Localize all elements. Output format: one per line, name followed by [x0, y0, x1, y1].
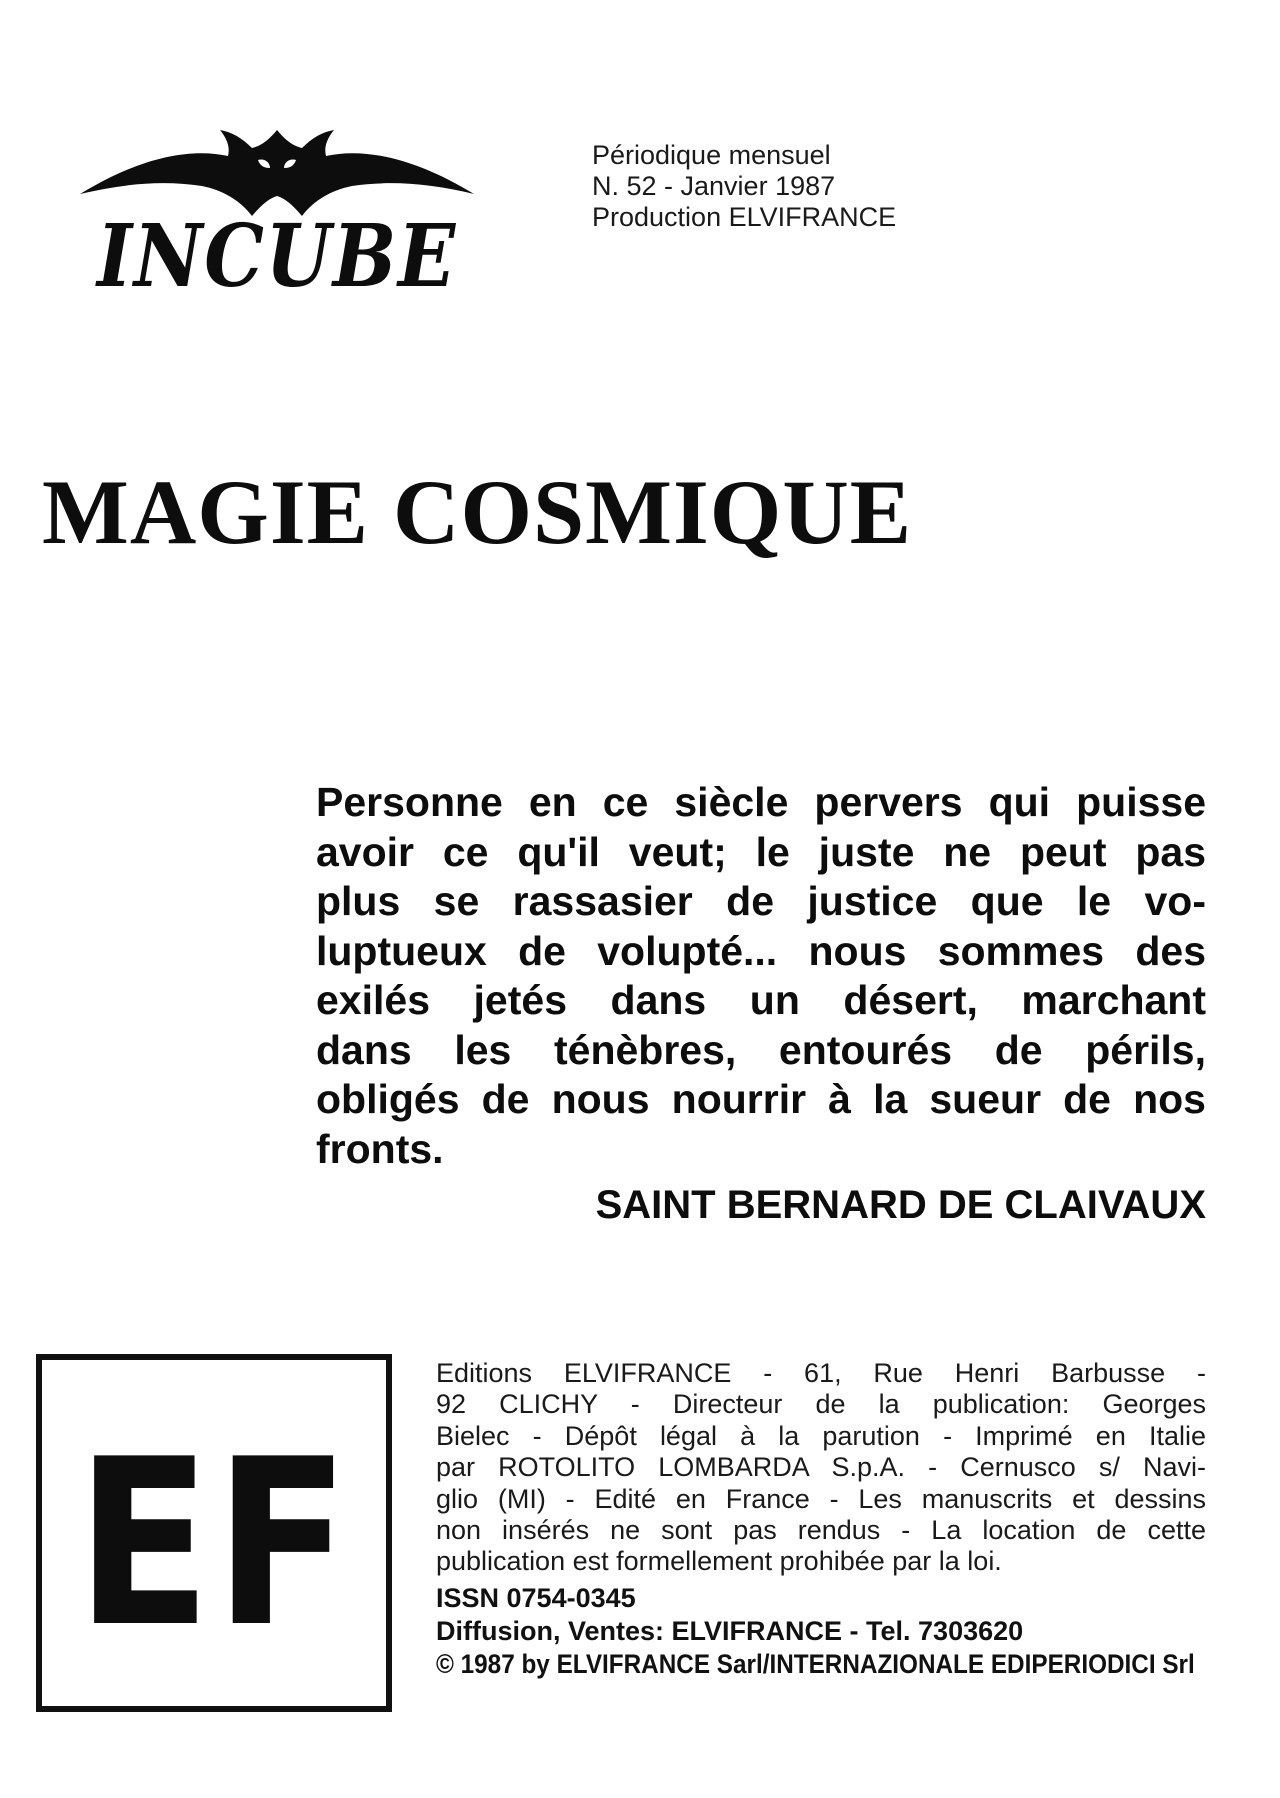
periodicity-text: Périodique mensuel: [592, 140, 831, 170]
bat-wings-icon: [62, 108, 492, 308]
quote-line: exilés jetés dans un désert, marchant: [316, 977, 1206, 1023]
quote-author: SAINT BERNARD DE CLAIVAUX: [595, 1183, 1206, 1227]
quote-line: dans les ténèbres, entourés de périls,: [316, 1026, 1206, 1073]
quote-line: plus se rassasier de justice que le vo-: [316, 878, 1206, 924]
logo-text: INCUBE: [94, 206, 457, 307]
publisher-logo-box: [36, 1354, 392, 1712]
quote-line: fronts.: [316, 1125, 444, 1172]
production-text: Production ELVIFRANCE: [592, 202, 897, 232]
copyright-text: © 1987 by ELVIFRANCE Sarl/INTERNAZIONALE EDIPERIODICI Srl: [436, 1648, 1195, 1679]
incube-logo: [62, 108, 492, 308]
quote-line: Personne en ce siècle pervers qui puisse: [316, 779, 1206, 825]
imprint-line: non insérés ne sont pas rendus - La location de cette: [436, 1515, 1206, 1546]
issue-number-text: N. 52 - Janvier 1987: [592, 171, 836, 201]
issue-title: MAGIE COSMIQUE: [42, 461, 913, 563]
diffusion-text: Diffusion, Ventes: ELVIFRANCE - Tel. 7303620: [436, 1615, 1024, 1646]
imprint-line: Bielec - Dépôt légal à la parution - Imprimé en Italie: [436, 1420, 1206, 1451]
imprint-block: [436, 1358, 1206, 1681]
imprint-line: 92 CLICHY - Directeur de la publication: Georges: [436, 1389, 1206, 1420]
epigraph-quote: [316, 778, 1206, 1230]
quote-line: avoir ce qu'il veut; le juste ne peut pas: [316, 828, 1206, 875]
imprint-line: par ROTOLITO LOMBARDA S.p.A. - Cernusco s/ Navi-: [436, 1452, 1206, 1483]
quote-line: obligés de nous nourrir à la sueur de nos: [316, 1076, 1206, 1122]
masthead-info: [592, 140, 896, 233]
quote-line: luptueux de volupté... nous sommes des: [316, 927, 1206, 974]
issn-text: ISSN 0754-0345: [436, 1582, 636, 1613]
imprint-line: Editions ELVIFRANCE - 61, Rue Henri Barbusse -: [436, 1358, 1206, 1388]
publisher-mark: EF: [76, 1411, 354, 1678]
imprint-line: publication est formellement prohibée par la loi.: [436, 1546, 1002, 1577]
imprint-line: glio (MI) - Edité en France - Les manuscrits et dessins: [436, 1483, 1206, 1514]
